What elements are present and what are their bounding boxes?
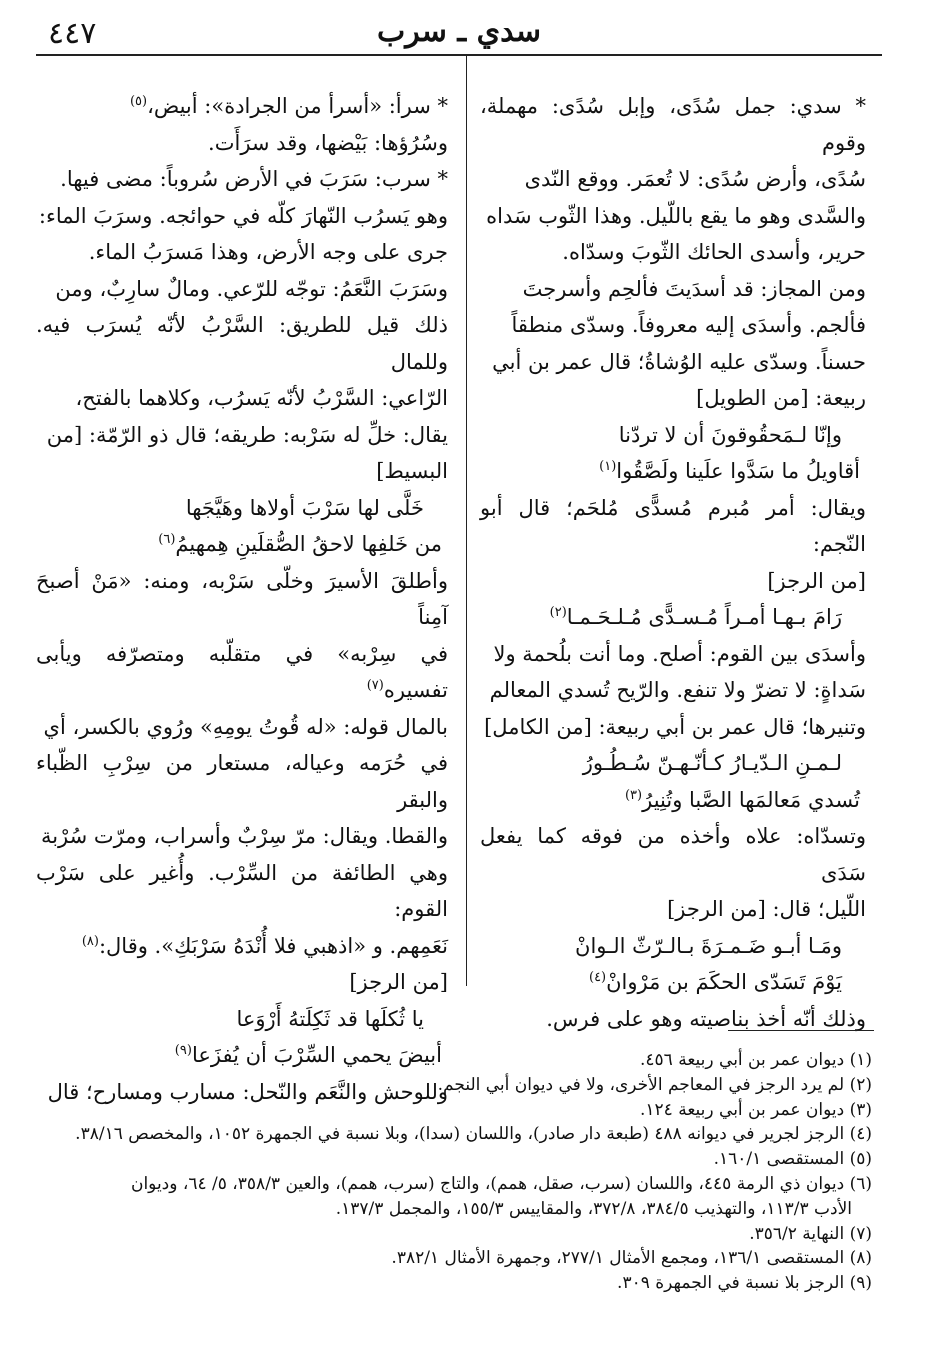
verse-line [480,964,866,1001]
text-line: ويقال: أمر مُبرم مُسدًّى مُلحَم؛ قال أبو النّجم: [480,495,866,556]
text-line: ذلك قيل للطريق: السَّرْبُ لأنّه يُسرَب فيه. وللمال [36,313,448,374]
footnote-marker: (٥) [129,94,148,109]
text-line: وهو يَسرُب النّهارَ كلّه في حوائجه. وسرَبَ الماء: [38,203,448,228]
text-line: والقطا. ويقال: مرّ سِرْبٌ وأسراب، ومرّت سُرْبة [40,824,448,848]
text-line: والسَّدى وهو ما يقع باللّيل. وهذا الثّوب سَداه [486,203,866,228]
text-line: ربيعة: [من الطويل] [696,386,866,410]
text-line: فألجم. وأسدَى إليه معروفاً. وسدّى منطقاً [511,313,866,337]
text-line: وتسدّاه: علاه وأخذه من فوقه كما يفعل سَدَى [480,824,866,885]
text-line [36,88,448,125]
verse-line: يا ثُكلَها قد ثَكِلَتهُ أَرْوَعا [236,1006,424,1031]
footnote-line: (٣) ديوان عمر بن أبي ربيعة ١٢٤. [640,1099,872,1120]
footnote-marker: (١) [599,459,617,474]
right-column [480,88,866,1037]
footnote-line: (٢) لم يرد الرجز في المعاجم الأخرى، ولا في ديوان أبي النجم. [437,1074,872,1095]
text-line: سُدًى، وأرض سُدًى: لا تُعمَر. ووقع النّدى [524,167,866,191]
text-line: وأسدَى بين القوم: أصلح. وما أنت بلُحمة ولا [493,641,866,666]
footnote-line: (٥) المستقصى ١٦٠/١. [713,1149,872,1170]
verse-text: أقاويلُ ما سَدَّوا علَينا ولَصَّقُوا [616,459,860,483]
text-line: وسَرَبَ النَّعَمُ: توجّه للرّعي. ومالٌ سارِبٌ، ومن [55,276,448,301]
verse-line [480,453,866,490]
footnote-line: الأدب ١١٣/٣، والتهذيب ٣٨٤/٥، ٣٧٢/٨، والمقاييس ١٥٥/٣، والمجمل ١٣٧/٣. [335,1198,852,1219]
footnote-line: (٩) الرجز بلا نسبة في الجمهرة ٣٠٩. [617,1273,872,1294]
footnote-marker: (٦) [158,532,176,547]
footnote-marker: (٩) [174,1043,192,1058]
text-line: [من الرجز] [349,970,448,994]
column-separator [466,56,467,986]
text-line: سَداةٍ: لا تضرّ ولا تنفع. والرّيح تُسدي المعالم [489,678,866,702]
verse-line: لـمـنِ الـدّيـارُ كـأنّـهـنّ سُـطُـورُ [582,751,842,775]
verse-text: تُسدي مَعالمَها الصَّبا وتُنِيرُ [642,787,860,812]
footnotes [60,1048,872,1296]
page-header [36,12,882,52]
footnote-marker: (٨) [81,933,99,949]
text-line: الرّاعي: السَّرْبُ لأنّه يَسرُب، وكلاهما بالفتح، [75,386,448,410]
text-line: حرير، وأسدى الحائك الثّوبَ وسدّاه. [562,240,866,264]
footnote-line: (٤) الرجز لجرير في ديوانه ٤٨٨ (طبعة دار صادر)، واللسان (سدا)، وبلا نسبة في الجمهرة ١٠٥٢، والمخصص ٣٨/١٦. [75,1124,872,1145]
footnote-line: (١) ديوان عمر بن أبي ربيعة ٤٥٦. [640,1050,872,1070]
verse-text: رَامَ بـهـا أمـراً مُـسـدًّى مُـلـحَـمـا [566,605,842,629]
text-line: حسناً. وسدّى عليه الوُشاةُ؛ قال عمر بن أبي [492,349,866,374]
text-line: وذلك أنّه أخذ بناصيته وهو على فرس. [546,1006,866,1031]
verse-text: يَوْمَ تَسَدّى الحكَمَ بن مَرْوانْ [606,970,842,994]
footnote-line: (٨) المستقصى ١٣٦/١، ومجمع الأمثال ٢٧٧/١، وجمهرة الأمثال ٣٨٢/١. [391,1248,872,1269]
text-line: بالمال قوله: «له قُوتُ يومِهِ» ورُوي بالكسر، أي [43,714,448,739]
footnote-line: (٦) ديوان ذي الرمة ٤٤٥، واللسان (سرب، صقل، همم)، والتاج (سرب، همم)، والعين ٣٥٨/٣، ٥/ ٦٤، وديوان [130,1173,872,1194]
text-line: وأطلقَ الأسيرَ وخلّى سَرْبه، ومنه: «مَنْ أصبحَ آمِناً [36,568,448,629]
verse-text: أبيضَ يحمي السِّرْبَ أن يُفزَعا [191,1043,442,1067]
verse-line: خَلَّى لها سَرْبَ أولاها وهَيَّجَها [185,495,424,520]
text-line [36,928,448,965]
page-title: سدي ـ سرب [377,14,541,49]
text-line: [من الرجز] [767,568,866,593]
entry-text: نَعَمِهم. و «اذهبي فلا أُنْدَهُ سَرْبَكِ». وقال: [98,933,448,958]
verse-line [36,526,448,563]
text-line: ومن المجاز: قد أسدَيتَ فألحِم وأسرجتَ [522,276,866,301]
verse-line [480,599,866,636]
footnote-marker: (٣) [624,787,643,803]
footnote-rule [728,1030,874,1031]
footnote-marker: (٢) [549,605,567,620]
footnote-marker: (٧) [366,678,384,693]
verse-line: ومَـا أبـو ضَـمـرَةَ بـالـرّثّ الـوانْ [575,933,842,958]
footnote-marker: (٤) [588,970,607,985]
verse-line: وإنّا لـمَحقُوقونَ أن لا تردّنا [618,422,842,447]
text-line: وهي الطائفة من السِّرْب. وأُغير على سَرْب القوم: [36,860,448,921]
text-line: جرى على وجه الأرض، وهذا مَسرَبُ الماء. [88,240,448,264]
entry-text: * سرأ: «أسرأ من الجرادة»: أبيض، [147,94,448,118]
text-line: * سدي: جمل سُدًى، وإبل سُدًى: مهملة، وقوم [480,94,866,155]
text-line: في حُرَمه وعياله، مستعار من سِرْبِ الظّباء والبقر [36,751,448,812]
text-line: وللوحش والنَّعَم والنّحل: مسارب ومسارح؛ قال [47,1079,448,1104]
entry-text: في سِرْبه» في متقلّبه ومتصرّفه ويأبى تفسيره [36,641,448,702]
verse-text: من خَلفِها لاحقُ الصُّقلَينِ هِمهيمُ [175,532,442,556]
text-line: وسُرُؤها: بَيْضها، وقد سرَأَت. [208,130,448,155]
header-rule [36,54,882,56]
footnote-line: (٧) النهاية ٣٥٦/٢. [749,1223,872,1244]
text-line: اللّيل؛ قال: [من الرجز] [667,897,866,921]
left-column [36,88,448,1110]
text-line: وتنيرها؛ قال عمر بن أبي ربيعة: [من الكامل] [484,714,866,739]
page-number: ٤٤٧ [48,16,97,51]
verse-line [480,782,866,819]
text-line: يقال: خلِّ له سَرْبه: طريقه؛ قال ذو الرّمّة: [من [46,422,448,447]
text-line: البسيط] [376,459,448,483]
text-line [36,636,448,709]
text-line: * سرب: سَرَبَ في الأرض سُروباً: مضى فيها. [60,167,448,191]
